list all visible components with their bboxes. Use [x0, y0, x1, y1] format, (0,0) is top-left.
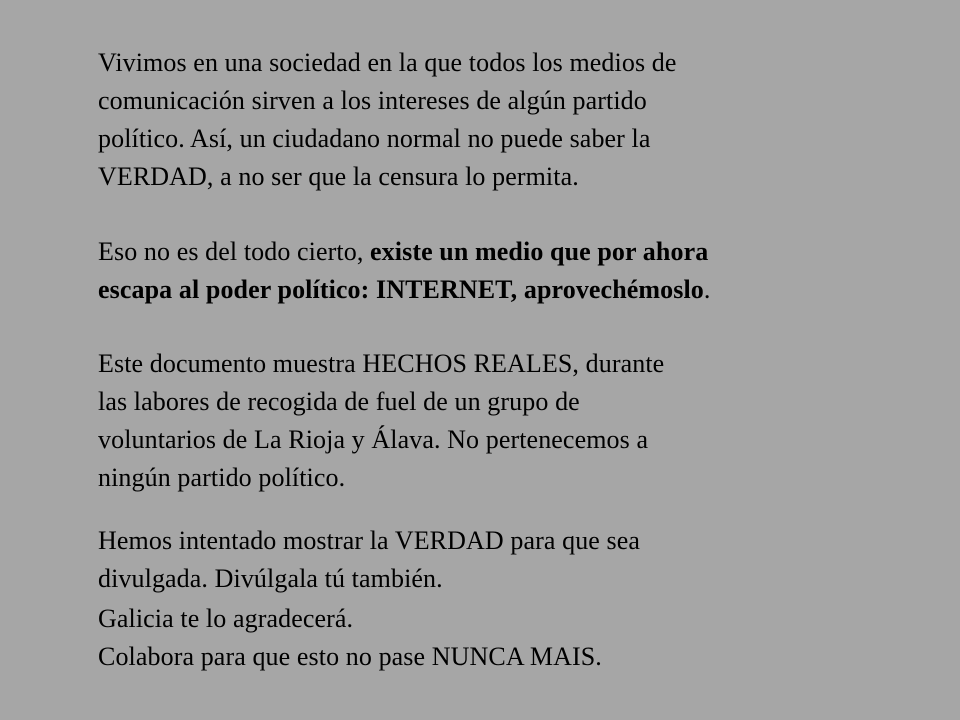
internet-line-1-normal: Eso no es del todo cierto,: [98, 237, 371, 266]
internet-line-2: [98, 271, 711, 309]
internet-line-2-bold: escapa al poder político: INTERNET, aprovechémoslo: [98, 275, 704, 304]
document-line-4: ningún partido político.: [98, 463, 346, 492]
internet-line-1: [98, 233, 711, 271]
internet-paragraph: [98, 233, 711, 309]
closing-paragraph: [98, 600, 602, 676]
truth-line-2: divulgada. Divúlgala tú también.: [98, 564, 443, 593]
intro-line-3: político. Así, un ciudadano normal no puede saber la: [98, 124, 651, 153]
document-line-2: las labores de recogida de fuel de un grupo de: [98, 387, 580, 416]
document-line-1: Este documento muestra HECHOS REALES, durante: [98, 349, 665, 378]
document-line-3: voluntarios de La Rioja y Álava. No pertenecemos a: [98, 425, 649, 454]
intro-paragraph: [98, 44, 677, 196]
intro-line-4: VERDAD, a no ser que la censura lo permita.: [98, 162, 579, 191]
closing-line-1: Galicia te lo agradecerá.: [98, 604, 354, 633]
internet-line-2-end: .: [703, 275, 711, 304]
intro-line-1: Vivimos en una sociedad en la que todos los medios de: [98, 48, 677, 77]
closing-line-2: Colabora para que esto no pase NUNCA MAIS.: [98, 642, 602, 671]
truth-paragraph: [98, 522, 640, 598]
truth-line-1: Hemos intentado mostrar la VERDAD para que sea: [98, 526, 641, 555]
internet-line-1-bold: existe un medio que por ahora: [370, 237, 709, 266]
document-paragraph: [98, 345, 664, 497]
intro-line-2: comunicación sirven a los intereses de algún partido: [98, 86, 647, 115]
